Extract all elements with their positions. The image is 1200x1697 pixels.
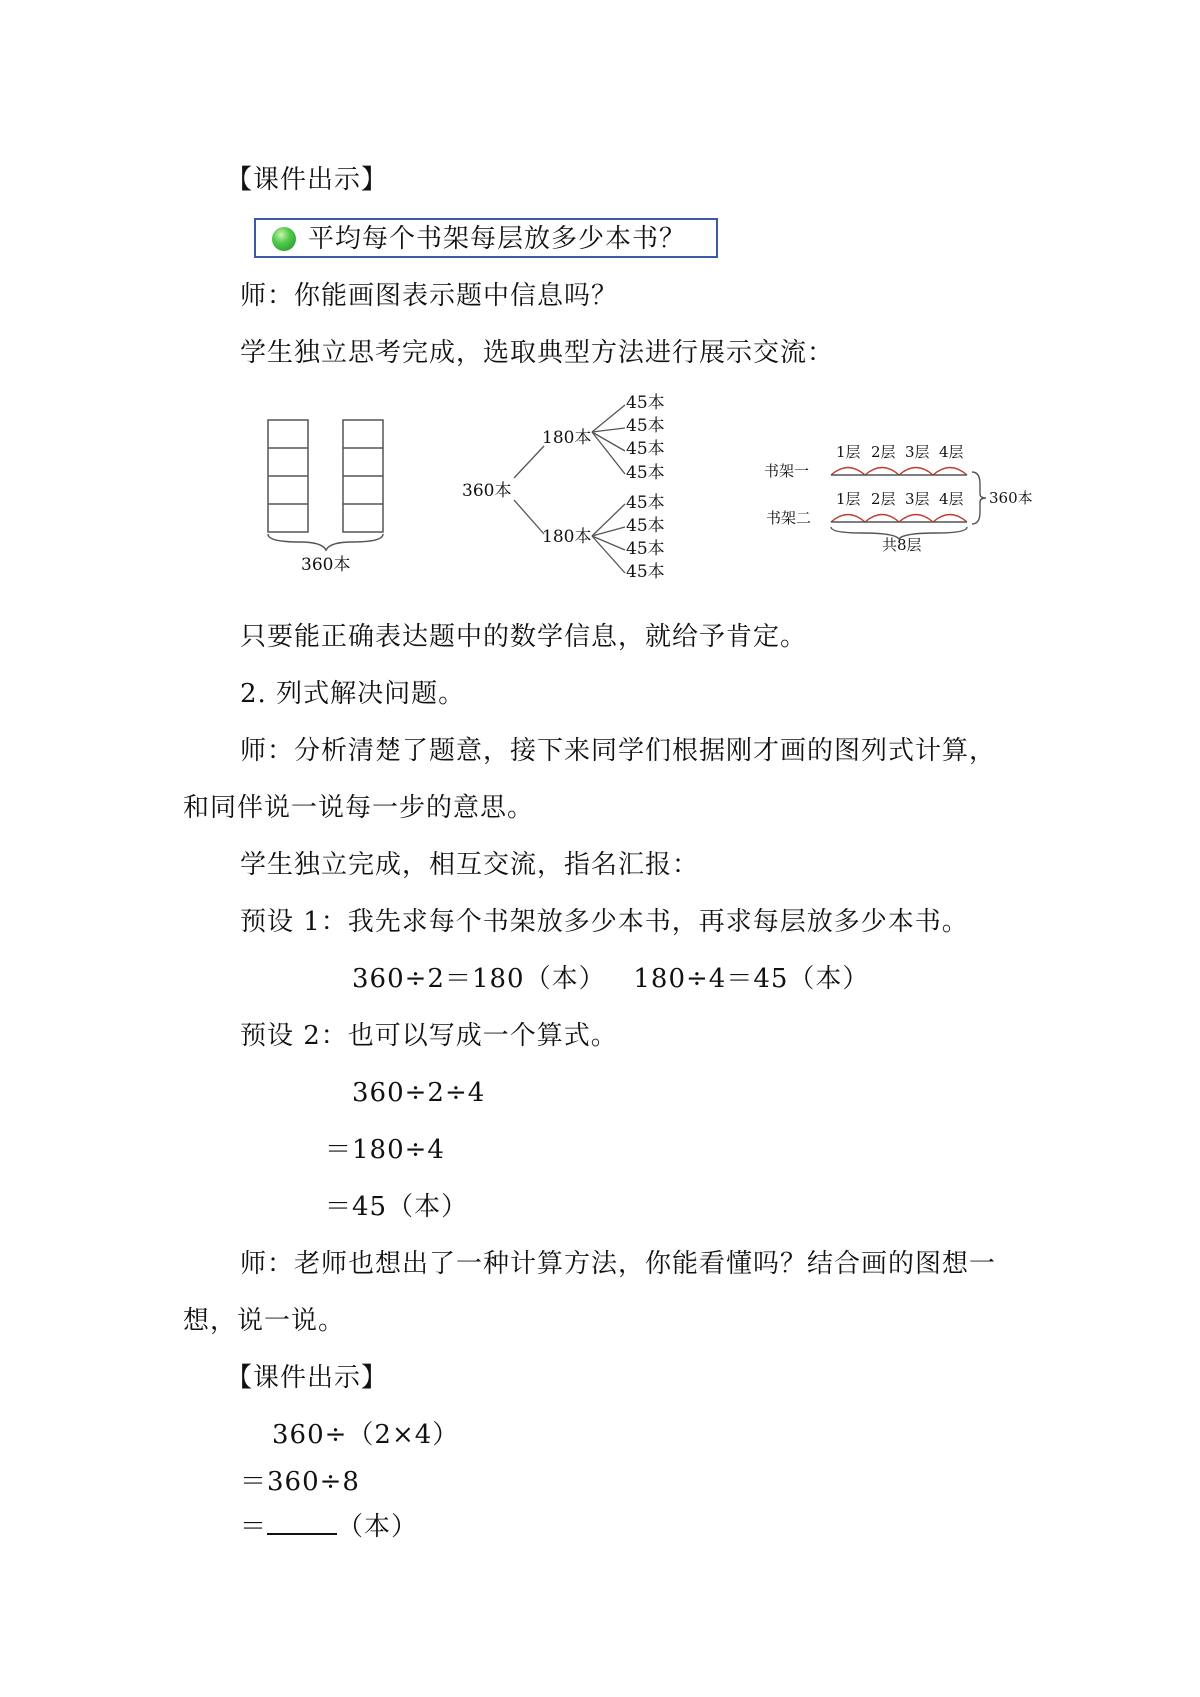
tree-leaf-label: 45本 [626, 562, 665, 582]
layer-label: 1层 [836, 443, 861, 461]
equation-line: ＝45（本） [325, 1192, 469, 1222]
bookshelf-diagram [268, 420, 383, 550]
tree-leaf-label: 45本 [626, 439, 665, 459]
equation-line: ＝360÷8 [240, 1467, 360, 1497]
preset-two-paragraph: 预设 2：也可以写成一个算式。 [240, 1021, 618, 1051]
shelf-total-label: 360本 [301, 555, 351, 575]
students-complete-paragraph: 学生独立完成，相互交流，指名汇报： [240, 850, 700, 880]
equation-line: 360÷2÷4 [352, 1078, 486, 1108]
students-think-paragraph: 学生独立思考完成，选取典型方法进行展示交流： [240, 338, 835, 368]
answer-blank [267, 1511, 337, 1535]
tree-leaf-label: 45本 [626, 539, 665, 559]
tree-leaf-label: 45本 [626, 463, 665, 483]
layer-label: 3层 [905, 490, 930, 508]
preset-one-paragraph: 预设 1：我先求每个书架放多少本书，再求每层放多少本书。 [240, 907, 969, 937]
teacher-ask-paragraph: 师：你能画图表示题中信息吗？ [240, 281, 619, 311]
courseware-heading: 【课件出示】 [226, 165, 389, 195]
tree-root-label: 360本 [462, 481, 512, 501]
teacher-analyze-paragraph-cont: 和同伴说一说每一步的意思。 [183, 793, 535, 823]
tree-leaf-label: 45本 [626, 416, 665, 436]
preset-one-equation: 360÷2＝180（本） 180÷4＝45（本） [352, 964, 870, 994]
tree-branch-label: 180本 [542, 428, 592, 448]
teacher-method-paragraph: 师：老师也想出了一种计算方法，你能看懂吗？结合画的图想一 [240, 1249, 997, 1279]
layer-label: 2层 [871, 443, 896, 461]
tree-branch-label: 180本 [542, 527, 592, 547]
courseware-heading: 【课件出示】 [226, 1363, 389, 1393]
answer-unit: （本） [337, 1512, 419, 1542]
tree-leaf-label: 45本 [626, 516, 665, 536]
answer-prefix: ＝ [240, 1512, 268, 1542]
layer-label: 4层 [939, 490, 964, 508]
shelf-one-label: 书架一 [764, 462, 810, 480]
rows-bottom-label: 共8层 [882, 536, 922, 554]
layer-label: 4层 [939, 443, 964, 461]
layer-label: 3层 [905, 443, 930, 461]
tree-leaf-label: 45本 [626, 393, 665, 413]
layer-label: 1层 [836, 490, 861, 508]
method-diagrams [0, 0, 1200, 600]
teacher-method-paragraph-cont: 想，说一说。 [183, 1306, 346, 1336]
answer-line [240, 1510, 418, 1544]
teacher-analyze-paragraph: 师：分析清楚了题意，接下来同学们根据刚才画的图列式计算， [240, 736, 997, 766]
step-two-paragraph: 2. 列式解决问题。 [240, 679, 466, 709]
affirm-paragraph: 只要能正确表达题中的数学信息，就给予肯定。 [240, 622, 808, 652]
question-text: 平均每个书架每层放多少本书？ [308, 224, 687, 254]
equation-line: ＝180÷4 [325, 1135, 445, 1165]
shelf-two-label: 书架二 [766, 509, 812, 527]
tree-leaf-label: 45本 [626, 493, 665, 513]
layer-label: 2层 [871, 490, 896, 508]
rows-total-label: 360本 [989, 489, 1033, 507]
equation-line: 360÷（2×4） [272, 1420, 460, 1450]
